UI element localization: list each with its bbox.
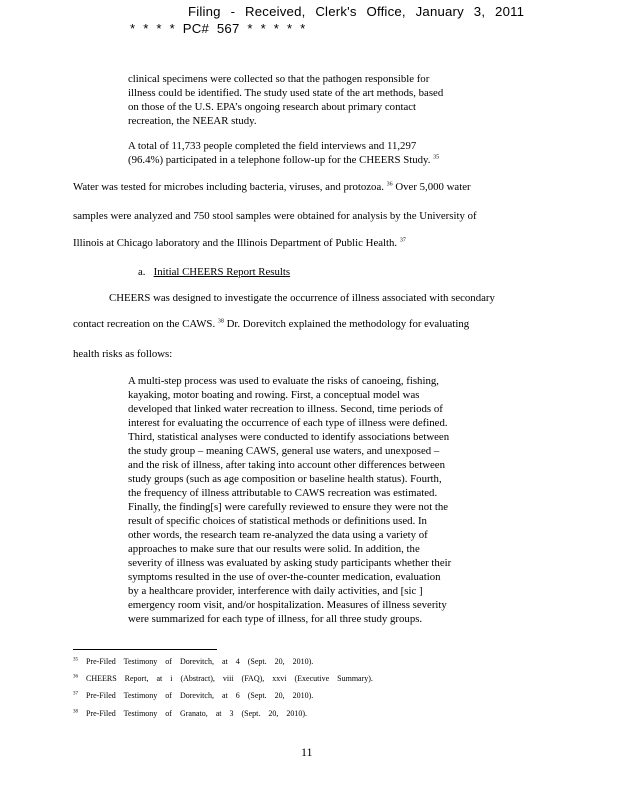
quote-line: and the risk of illness, after taking into account other differences between: [128, 459, 445, 471]
footnote-number: 37: [73, 691, 78, 697]
section-heading: [138, 266, 290, 278]
quote-line: clinical specimens were collected so that the pathogen responsible for: [128, 73, 430, 85]
quote-line: the study group – meaning CAWS, general use waters, and unexposed –: [128, 445, 440, 457]
body-line: health risks as follows:: [73, 348, 173, 360]
filing-pc-number: * * * * PC# 567 * * * * *: [130, 21, 306, 36]
quote-line: illness could be identified. The study used state of the art methods, based: [128, 87, 444, 99]
quote-line: severity of illness was evaluated by asking study participants whether their: [128, 557, 452, 569]
section-title: Initial CHEERS Report Results: [153, 266, 291, 278]
footnote: [73, 674, 373, 683]
quote-text: (96.4%) participated in a telephone follow-up for the CHEERS Study.: [128, 154, 431, 166]
footnote-number: 36: [73, 674, 78, 680]
quote-line: symptoms resulted in the use of over-the-counter medication, evaluation: [128, 571, 441, 583]
footnote-ref: 37: [399, 237, 406, 244]
body-line: [73, 318, 469, 330]
section-marker: a.: [138, 266, 146, 278]
quote-line: emergency room visit, and/or hospitalization. Measures of illness severity: [128, 599, 447, 611]
footnote-number: 35: [73, 657, 78, 663]
body-text: contact recreation on the CAWS.: [73, 318, 216, 330]
quote-line: A multi-step process was used to evaluate the risks of canoeing, fishing,: [128, 375, 439, 387]
quote-line: other words, the research team re-analyzed the data using a variety of: [128, 529, 428, 541]
footnote-text: CHEERS Report, at i (Abstract), viii (FAQ), xxvi (Executive Summary).: [86, 674, 373, 683]
page-number: 11: [301, 745, 313, 759]
footnote-number: 38: [73, 709, 78, 715]
footnote: [73, 709, 307, 718]
footnote-text: Pre-Filed Testimony of Dorevitch, at 4 (Sept. 20, 2010).: [86, 657, 314, 666]
quote-line: A total of 11,733 people completed the field interviews and 11,297: [128, 140, 417, 152]
quote-line: kayaking, motor boating and rowing. First, a conceptual model was: [128, 389, 420, 401]
quote-line: Finally, the finding[s] were carefully reviewed to ensure they were not the: [128, 501, 449, 513]
footnote-divider: [73, 649, 217, 650]
quote-line: on those of the U.S. EPA’s ongoing research about primary contact: [128, 101, 417, 113]
footnote-ref: 35: [433, 154, 440, 161]
body-text: Over 5,000 water: [395, 181, 471, 193]
quote-line: approaches to make sure that our results were solid. In addition, the: [128, 543, 420, 555]
body-line: [73, 237, 406, 249]
body-text: Dr. Dorevitch explained the methodology for evaluating: [226, 318, 470, 330]
quote-line: recreation, the NEEAR study.: [128, 115, 257, 127]
quote-line: study groups (such as age composition or baseline health status). Fourth,: [128, 473, 442, 485]
quote-line: Third, statistical analyses were conducted to identify associations between: [128, 431, 450, 443]
quote-line: developed that linked water recreation to illness. Second, time periods of: [128, 403, 443, 415]
quote-line: [128, 154, 439, 166]
footnote-ref: 36: [386, 181, 393, 188]
footnote-text: Pre-Filed Testimony of Granato, at 3 (Sept. 20, 2010).: [86, 709, 308, 718]
body-line: CHEERS was designed to investigate the occurrence of illness associated with secondary: [109, 292, 495, 304]
quote-line: the frequency of illness attributable to CAWS recreation was estimated.: [128, 487, 438, 499]
body-line: [73, 181, 471, 193]
footnote-text: Pre-Filed Testimony of Dorevitch, at 6 (Sept. 20, 2010).: [86, 691, 314, 700]
body-line: samples were analyzed and 750 stool samples were obtained for analysis by the University of: [73, 210, 477, 222]
body-text: Illinois at Chicago laboratory and the Illinois Department of Public Health.: [73, 237, 398, 249]
quote-line: interest for evaluating the occurrence of each type of illness were defined.: [128, 417, 448, 429]
footnote: [73, 691, 313, 700]
quote-line: were summarized for each type of illness, for all three study groups.: [128, 613, 423, 625]
filing-stamp-line: Filing - Received, Clerk's Office, January 3, 2011: [188, 4, 525, 19]
body-text: Water was tested for microbes including bacteria, viruses, and protozoa.: [73, 181, 384, 193]
footnote-ref: 38: [217, 318, 224, 325]
quote-line: result of specific choices of statistical methods or definitions used. In: [128, 515, 427, 527]
quote-line: by a healthcare provider, interference with daily activities, and [sic ]: [128, 585, 423, 597]
footnote: [73, 657, 313, 666]
